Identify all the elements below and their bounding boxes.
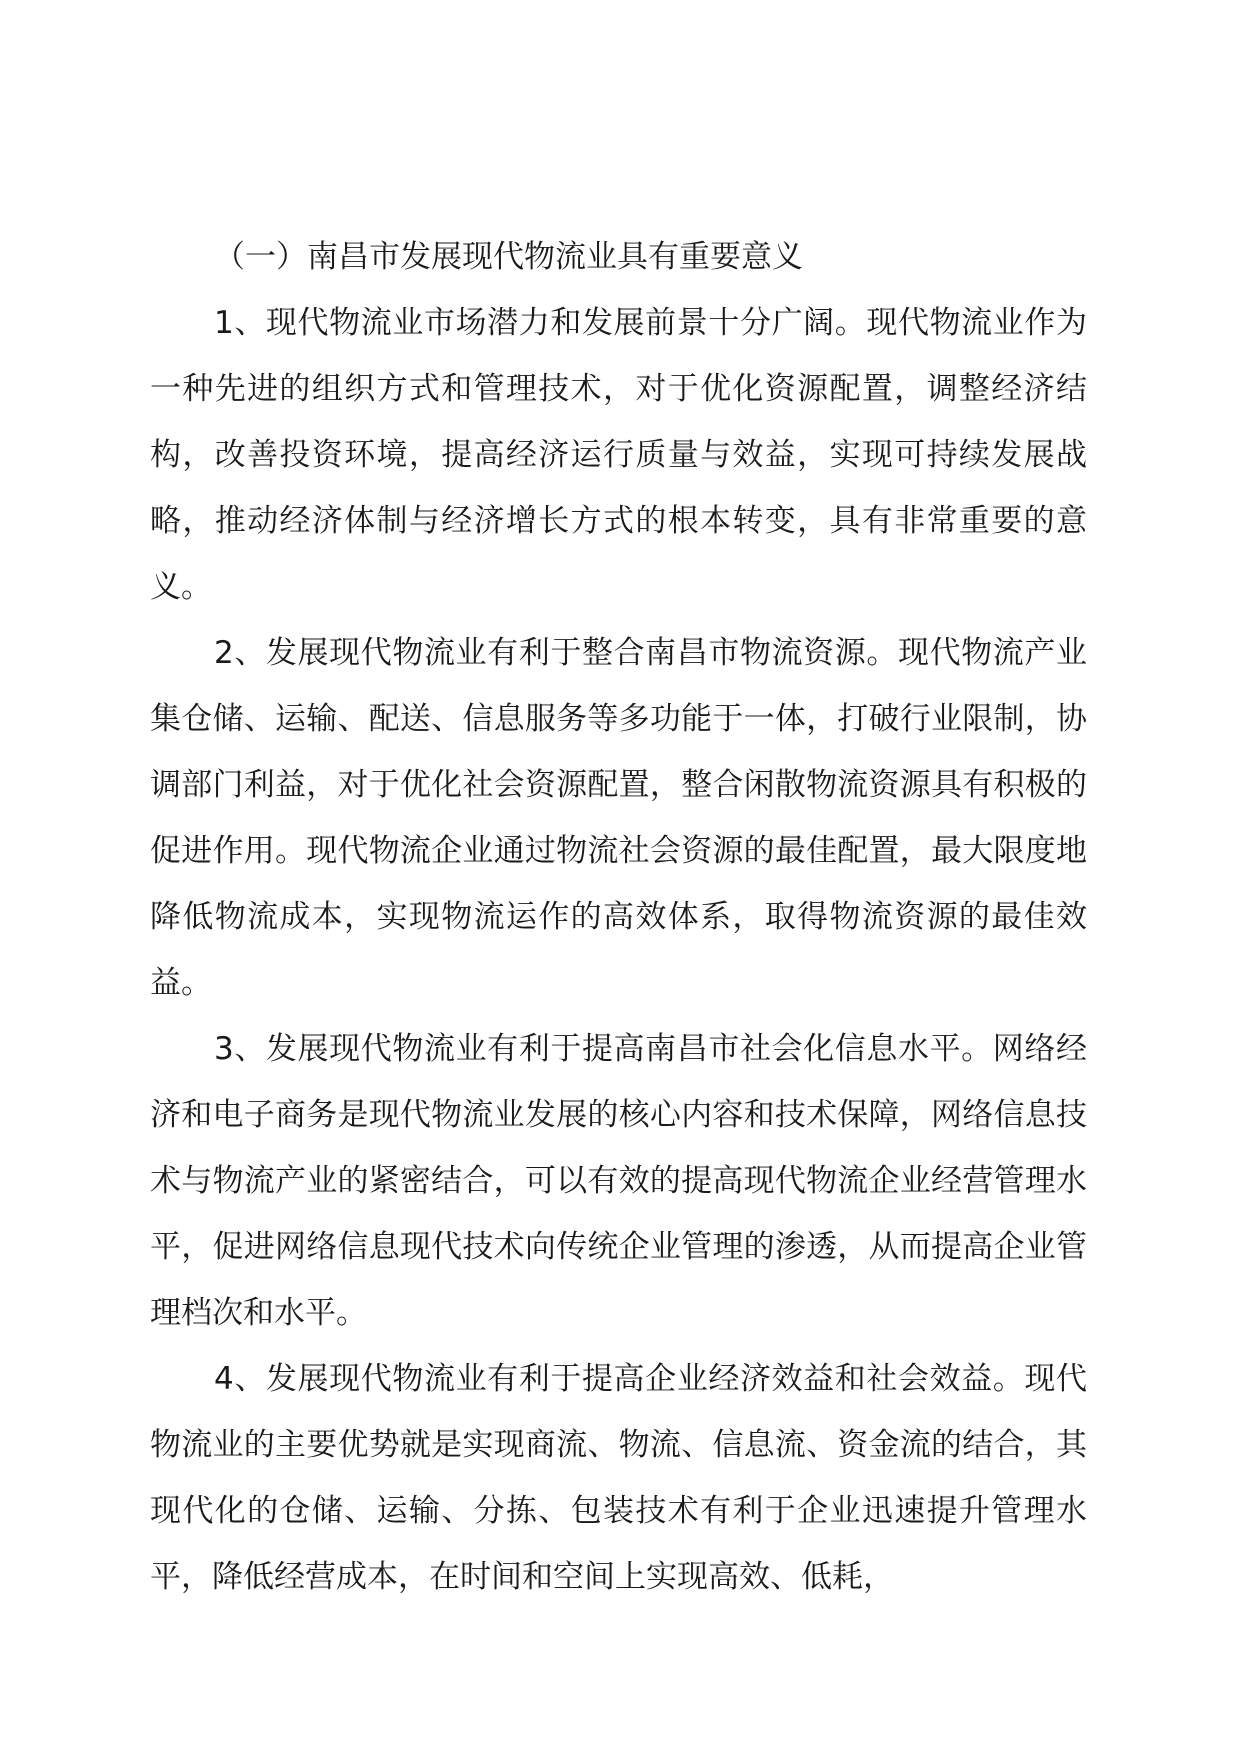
document-body — [150, 224, 1087, 1610]
paragraph-1: 1、现代物流业市场潜力和发展前景十分广阔。现代物流业作为一种先进的组织方式和管理技术，对于优化资源配置，调整经济结构，改善投资环境，提高经济运行质量与效益，实现可持续发展战略，推动经济体制与经济增长方式的根本转变，具有非常重要的意义。 — [150, 305, 1087, 605]
paragraph-2: 2、发展现代物流业有利于整合南昌市物流资源。现代物流产业集仓储、运输、配送、信息服务等多功能于一体，打破行业限制，协调部门利益，对于优化社会资源配置，整合闲散物流资源具有积极的促进作用。现代物流企业通过物流社会资源的最佳配置，最大限度地降低物流成本，实现物流运作的高效体系，取得物流资源的最佳效益。 — [150, 635, 1087, 1001]
paragraph-4: 4、发展现代物流业有利于提高企业经济效益和社会效益。现代物流业的主要优势就是实现商流、物流、信息流、资金流的结合，其现代化的仓储、运输、分拣、包装技术有利于企业迅速提升管理水平，降低经营成本，在时间和空间上实现高效、低耗， — [150, 1361, 1087, 1595]
section-heading: （一）南昌市发展现代物流业具有重要意义 — [214, 239, 803, 275]
paragraph-3: 3、发展现代物流业有利于提高南昌市社会化信息水平。网络经济和电子商务是现代物流业发展的核心内容和技术保障，网络信息技术与物流产业的紧密结合，可以有效的提高现代物流企业经营管理水平，促进网络信息现代技术向传统企业管理的渗透，从而提高企业管理档次和水平。 — [150, 1031, 1087, 1331]
